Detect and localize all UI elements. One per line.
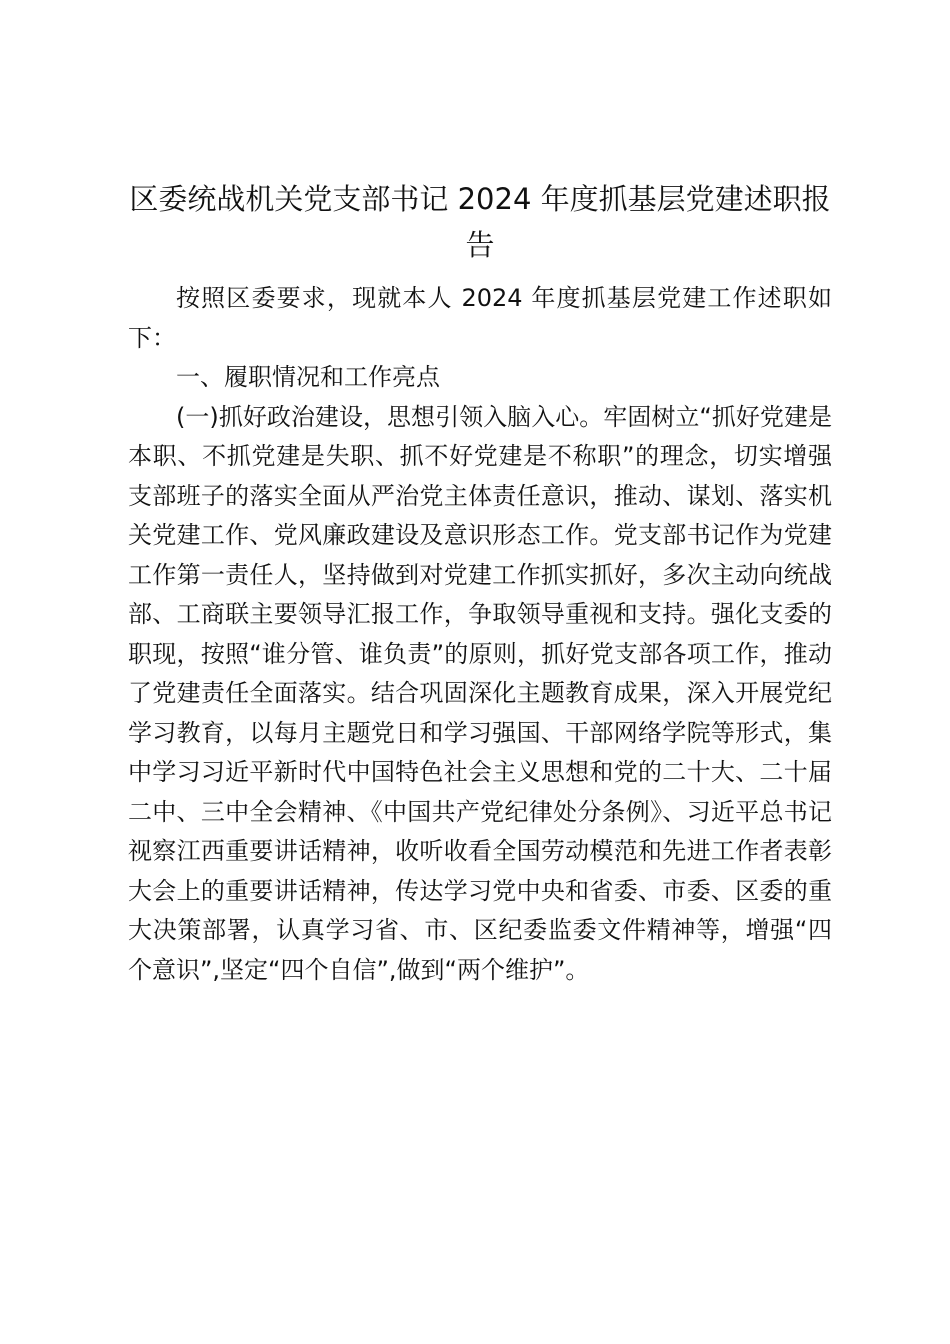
section-heading: 一、履职情况和工作亮点 — [176, 363, 440, 391]
document-body — [128, 279, 832, 990]
body-paragraph: (一)抓好政治建设，思想引领入脑入心。牢固树立“抓好党建是本职、不抓党建是失职、抓不好党建是不称职”的理念，切实增强支部班子的落实全面从严治党主体责任意识，推动、谋划、落实机关党建工作、党风廉政建设及意识形态工作。党支部书记作为党建工作第一责任人，坚持做到对党建工作抓实抓好，多次主动向统战部、工商联主要领导汇报工作，争取领导重视和支持。强化支委的职现，按照“谁分管、谁负责”的原则，抓好党支部各项工作，推动了党建责任全面落实。结合巩固深化主题教育成果，深入开展党纪学习教育，以每月主题党日和学习强国、干部网络学院等形式，集中学习习近平新时代中国特色社会主义思想和党的二十大、二十届二中、三中全会精神、《中国共产党纪律处分条例》、习近平总书记视察江西重要讲话精神，收听收看全国劳动模范和先进工作者表彰大会上的重要讲话精神，传达学习党中央和省委、市委、区委的重大决策部署，认真学习省、市、区纪委监委文件精神等，增强“四个意识”,坚定“四个自信”,做到“两个维护”。 — [128, 402, 832, 984]
intro-paragraph: 按照区委要求，现就本人 2024 年度抓基层党建工作述职如下： — [128, 284, 832, 352]
document-title: 区委统战机关党支部书记 2024 年度抓基层党建述职报告 — [129, 182, 831, 262]
